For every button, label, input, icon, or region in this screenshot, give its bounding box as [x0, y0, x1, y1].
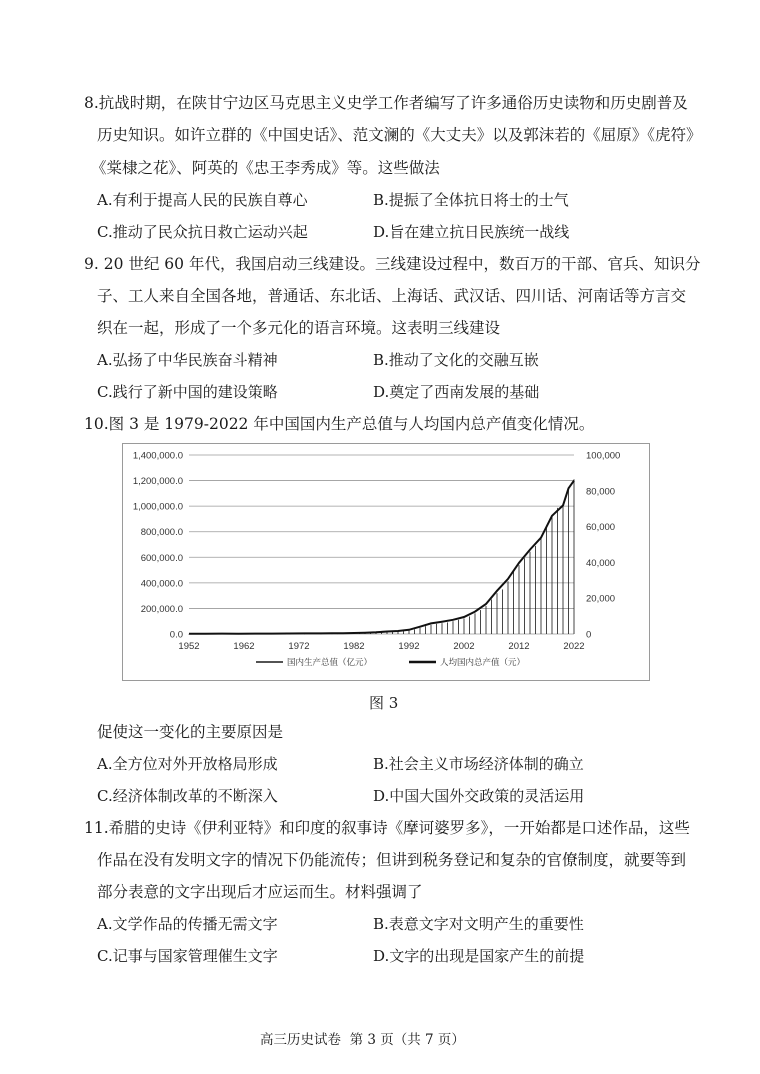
y-right-tick-label: 60,000: [586, 522, 616, 534]
gdp-bar: [502, 589, 503, 634]
y-right-tick-label: 100,000: [586, 450, 621, 462]
gdp-bar: [458, 620, 459, 634]
gdp-bar: [464, 618, 465, 634]
gdp-bar: [447, 622, 448, 634]
figure-caption: 图 3: [369, 694, 399, 712]
q10-stem: 10.图 3 是 1979-2022 年中国国内生产总值与人均国内总产值变化情况。: [84, 415, 595, 433]
gdp-bar: [568, 487, 569, 634]
q10-prompt: 促使这一变化的主要原因是: [97, 723, 284, 741]
gdp-chart-svg: [123, 444, 649, 680]
gdp-bar: [574, 479, 575, 634]
y-left-tick-label: 1,000,000.0: [132, 501, 183, 513]
gdp-bar: [541, 539, 542, 634]
q9-option-c[interactable]: C.践行了新中国的建设策略: [97, 383, 278, 401]
gdp-bar: [508, 581, 509, 634]
y-right-tick-label: 20,000: [586, 593, 616, 605]
q9-line-3: 织在一起，形成了一个多元化的语言环境。这表明三线建设: [97, 319, 501, 337]
gdp-bar: [431, 625, 432, 634]
q8-option-a[interactable]: A.有利于提高人民的民族自尊心: [97, 191, 308, 209]
legend-gdp-label: 国内生产总值（亿元）: [287, 657, 373, 667]
gdp-bar: [557, 508, 558, 634]
gdp-bar: [453, 621, 454, 634]
q9-option-a[interactable]: A.弘扬了中华民族奋斗精神: [97, 351, 278, 369]
q9-option-d[interactable]: D.奠定了西南发展的基础: [373, 383, 540, 401]
y-left-tick-label: 1,200,000.0: [132, 476, 183, 488]
q10-option-b[interactable]: B.社会主义市场经济体制的确立: [373, 755, 584, 773]
x-tick-label: 1982: [343, 641, 365, 652]
y-left-tick-label: 0.0: [169, 629, 183, 641]
gdp-bar: [491, 599, 492, 634]
x-tick-label: 2022: [563, 641, 585, 652]
gdp-bar: [546, 528, 547, 634]
x-tick-label: 1962: [233, 641, 255, 652]
q10-option-d[interactable]: D.中国大国外交政策的灵活运用: [373, 787, 585, 805]
gdp-bar: [519, 565, 520, 634]
q8-line-3: 《棠棣之花》、阿英的《忠王李秀成》等。这些做法: [91, 159, 440, 177]
gdp-bar: [436, 624, 437, 634]
y-left-tick-label: 600,000.0: [140, 552, 183, 564]
gdp-bar: [409, 631, 410, 634]
x-tick-label: 1972: [288, 641, 310, 652]
gdp-bar: [480, 610, 481, 634]
gdp-bar: [403, 631, 404, 634]
q8-option-d[interactable]: D.旨在建立抗日民族统一战线: [373, 223, 570, 241]
y-right-tick-label: 80,000: [586, 486, 616, 498]
q11-line-2: 作品在没有发明文字的情况下仍能流传；但讲到税务登记和复杂的官僚制度，就要等到: [97, 851, 687, 869]
legend-per-capita-label: 人均国内总产值（元）: [440, 657, 526, 667]
q9-line-2: 子、工人来自全国各地，普通话、东北话、上海话、武汉话、四川话、河南话等方言交: [97, 287, 687, 305]
x-tick-label: 1992: [398, 641, 420, 652]
y-right-tick-label: 40,000: [586, 557, 616, 569]
gdp-chart: [122, 443, 650, 681]
page-footer: 高三历史试卷 第 3 页（共 7 页）: [260, 1032, 465, 1048]
gdp-bar: [513, 572, 514, 634]
gdp-bar: [552, 516, 553, 634]
q11-option-b[interactable]: B.表意文字对文明产生的重要性: [373, 915, 584, 933]
gdp-bar: [425, 626, 426, 634]
q8-option-b[interactable]: B.提振了全体抗日将士的士气: [373, 191, 569, 209]
q10-option-c[interactable]: C.经济体制改革的不断深入: [97, 787, 278, 805]
q9-option-b[interactable]: B.推动了文化的交融互嵌: [373, 351, 539, 369]
gdp-bar: [414, 629, 415, 634]
x-tick-label: 2002: [453, 641, 475, 652]
x-tick-label: 2012: [508, 641, 530, 652]
y-left-tick-label: 800,000.0: [140, 527, 183, 539]
q8-line-1: 8.抗战时期，在陕甘宁边区马克思主义史学工作者编写了许多通俗历史读物和历史剧普及: [84, 94, 688, 112]
q11-line-1: 11.希腊的史诗《伊利亚特》和印度的叙事诗《摩诃婆罗多》，一开始都是口述作品，这些: [84, 819, 690, 837]
x-tick-label: 1952: [178, 641, 200, 652]
y-left-tick-label: 200,000.0: [140, 603, 183, 615]
gdp-bar: [442, 623, 443, 634]
gdp-bar: [475, 613, 476, 634]
gdp-bar: [524, 558, 525, 634]
q8-line-2: 历史知识。如许立群的《中国史话》、范文澜的《大丈夫》以及郭沫若的《屈原》《虎符》: [97, 126, 702, 144]
q10-option-a[interactable]: A.全方位对外开放格局形成: [97, 755, 278, 773]
q11-option-d[interactable]: D.文字的出现是国家产生的前提: [373, 947, 585, 965]
gdp-bar: [530, 552, 531, 634]
y-right-tick-label: 0: [586, 629, 592, 641]
q11-option-c[interactable]: C.记事与国家管理催生文字: [97, 947, 278, 965]
y-left-tick-label: 1,400,000.0: [132, 450, 183, 462]
y-left-tick-label: 400,000.0: [140, 578, 183, 590]
gdp-bar: [497, 593, 498, 634]
gdp-bar: [420, 628, 421, 634]
gdp-bar: [486, 606, 487, 634]
gdp-bar: [535, 546, 536, 634]
q8-option-c[interactable]: C.推动了民众抗日救亡运动兴起: [97, 223, 308, 241]
q9-line-1: 9. 20 世纪 60 年代，我国启动三线建设。三线建设过程中，数百万的干部、官兵、知识分: [84, 255, 701, 273]
gdp-bar: [469, 616, 470, 634]
q11-option-a[interactable]: A.文学作品的传播无需文字: [97, 915, 278, 933]
gdp-bar: [563, 504, 564, 634]
q11-line-3: 部分表意的文字出现后才应运而生。材料强调了: [97, 883, 423, 901]
